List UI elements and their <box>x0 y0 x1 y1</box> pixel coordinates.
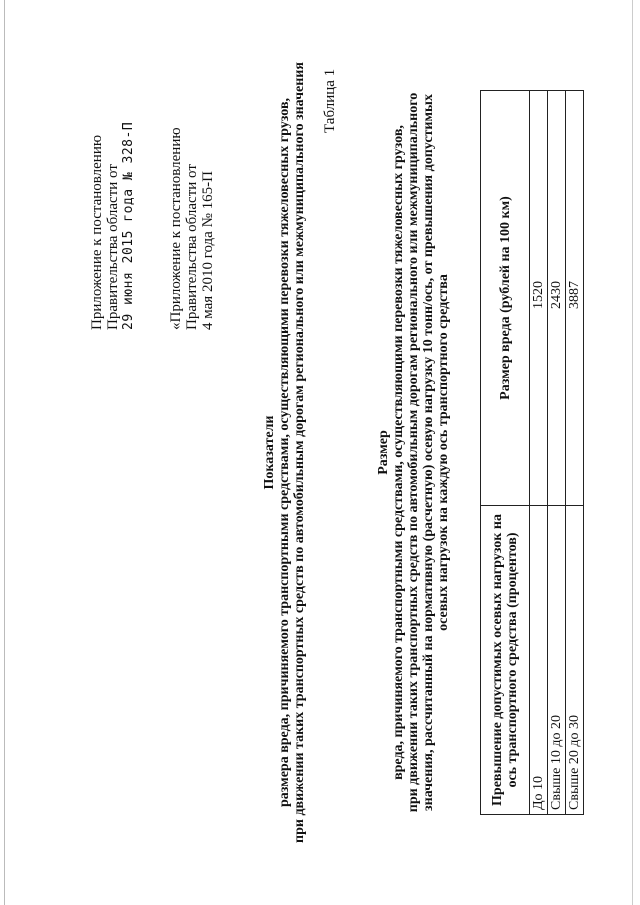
appendix-old-line-2: Правительства области от <box>184 164 200 330</box>
table-row <box>566 91 584 815</box>
table-row <box>530 91 548 815</box>
heading-damage-line-4: осевых нагрузок на каждую ось транспортного средства <box>436 274 451 631</box>
heading-damage-title: Размер <box>376 430 391 475</box>
column-header-overload: Превышение допустимых осевых нагрузок на ось транспортного средства (процентов) <box>481 506 530 815</box>
appendix-note-old <box>168 127 216 330</box>
row-value: 1520 <box>530 91 548 506</box>
heading-indicators-line-2: при движении таких транспортных средств по автомобильным дорогам регионального или межмуниципального значения <box>292 62 307 843</box>
table-header-row <box>481 91 530 815</box>
table-row <box>548 91 566 815</box>
appendix-new-date: 29 июня 2015 года № 328-П <box>121 121 136 330</box>
heading-indicators-title: Показатели <box>262 415 277 490</box>
heading-damage-line-3: значения, рассчитанный на нормативную (расчетную) осевую нагрузку 10 тонн/ось, от превышения допустимых <box>421 94 436 811</box>
row-range: Свыше 10 до 20 <box>548 506 566 815</box>
row-range: Свыше 20 до 30 <box>566 506 584 815</box>
row-value: 2430 <box>548 91 566 506</box>
heading-indicators-line-1: размера вреда, причиняемого транспортными средствами, осуществляющими перевозки тяжеловесных грузов, <box>277 97 292 808</box>
row-value: 3887 <box>566 91 584 506</box>
appendix-note-new <box>89 122 137 330</box>
appendix-old-line-1: «Приложение к постановлению <box>168 127 184 330</box>
heading-damage-line-1: вреда, причиняемого транспортными средствами, осуществляющими перевозки тяжеловесных грузов, <box>391 125 406 780</box>
heading-damage-size <box>376 0 451 905</box>
row-range: До 10 <box>530 506 548 815</box>
appendix-old-date: 4 мая 2010 года № 165-П <box>200 171 216 330</box>
damage-table <box>480 90 584 815</box>
heading-indicators <box>262 0 307 905</box>
column-header-damage: Размер вреда (рублей на 100 км) <box>481 91 530 506</box>
heading-damage-line-2: при движении таких транспортных средств по автомобильным дорогам регионального или межмуниципального <box>406 92 421 813</box>
table-number: Таблица 1 <box>322 68 338 133</box>
appendix-new-line-2: Правительства области от <box>105 164 121 330</box>
appendix-new-line-1: Приложение к постановлению <box>89 134 105 330</box>
